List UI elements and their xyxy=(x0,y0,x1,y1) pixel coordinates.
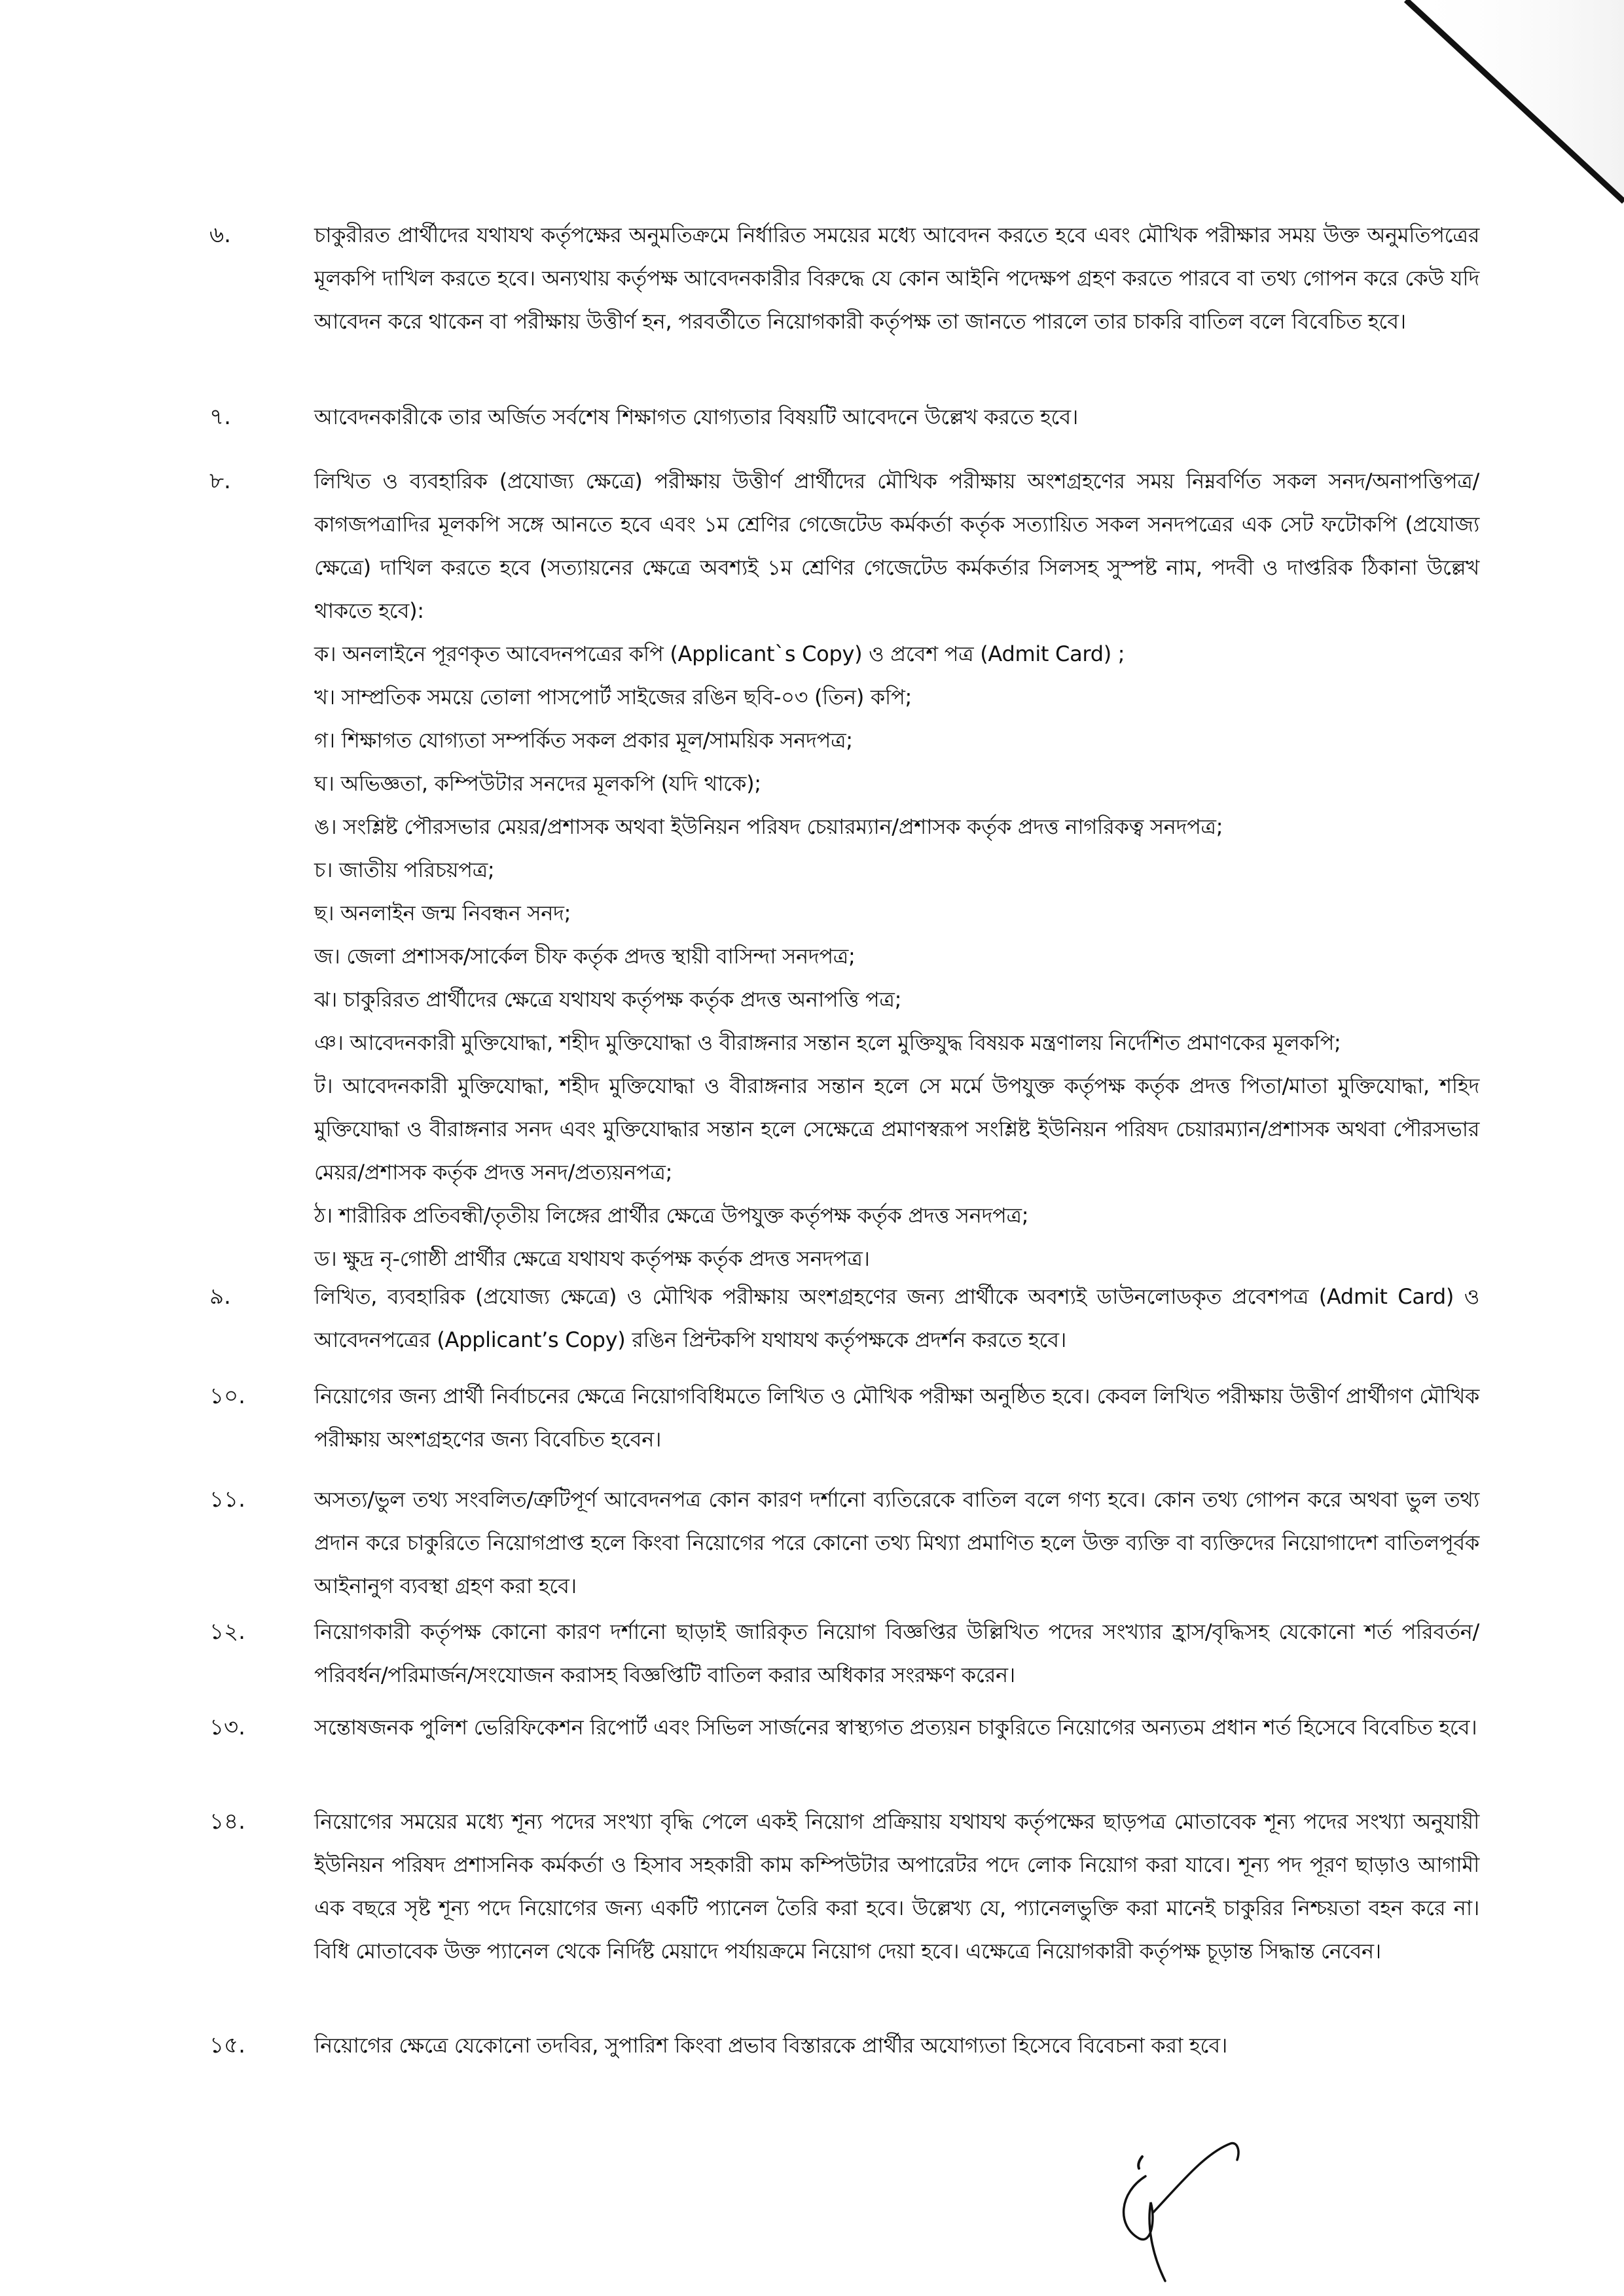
folded-corner-shadow xyxy=(1342,0,1624,209)
sub-item: ঞ। আবেদনকারী মুক্তিযোদ্ধা, শহীদ মুক্তিযোদ্ধা ও বীরাঙ্গনার সন্তান হলে মুক্তিযুদ্ধ বিষয়ক মন্ত্রণালয় নির্দেশিত প্রমাণকের মূলকপি; xyxy=(314,1030,1341,1055)
clause-number: ৯. xyxy=(209,1283,231,1310)
clause-text: লিখিত, ব্যবহারিক (প্রযোজ্য ক্ষেত্রে) ও মৌখিক পরীক্ষায় অংশগ্রহণের জন্য প্রার্থীকে অবশ্যই ডাউনলোডকৃত প্রবেশপত্র (Admit Card) ও আবেদনপত্রের (Applicant’s Copy) রঙিন প্রিন্টকপি যথাযথ কর্তৃপক্ষকে প্রদর্শন করতে হবে। xyxy=(314,1284,1479,1352)
clause-14 xyxy=(209,1800,1479,1973)
clause-11 xyxy=(209,1478,1479,1607)
clause-text: নিয়োগের ক্ষেত্রে যেকোনো তদবির, সুপারিশ কিংবা প্রভাব বিস্তারকে প্রার্থীর অযোগ্যতা হিসেবে বিবেচনা করা হবে। xyxy=(314,2033,1227,2058)
sub-item: ড। ক্ষুদ্র নৃ-গোষ্ঠী প্রার্থীর ক্ষেত্রে যথাযথ কর্তৃপক্ষ কর্তৃক প্রদত্ত সনদপত্র। xyxy=(314,1246,870,1271)
sub-item: ঠ। শারীরিক প্রতিবন্ধী/তৃতীয় লিঙ্গের প্রার্থীর ক্ষেত্রে উপযুক্ত কর্তৃপক্ষ কর্তৃক প্রদত্ত সনদপত্র; xyxy=(314,1203,1029,1228)
sub-item: ছ। অনলাইন জন্ম নিবন্ধন সনদ; xyxy=(314,901,571,925)
clause-number: ৮. xyxy=(209,468,231,494)
clause-text: সন্তোষজনক পুলিশ ভেরিফিকেশন রিপোর্ট এবং সিভিল সার্জনের স্বাস্থ্যগত প্রত্যয়ন চাকুরিতে নিয়োগের অন্যতম প্রধান শর্ত হিসেবে বিবেচিত হবে। xyxy=(314,1715,1477,1740)
clause-number: ৭. xyxy=(209,404,231,430)
clause-number: ৬. xyxy=(209,222,231,248)
clause-number: ১০. xyxy=(209,1383,245,1409)
sub-item: চ। জাতীয় পরিচয়পত্র; xyxy=(314,857,495,882)
clause-13 xyxy=(209,1706,1479,1749)
clause-9 xyxy=(209,1275,1479,1361)
clause-text: অসত্য/ভুল তথ্য সংবলিত/ত্রুটিপূর্ণ আবেদনপত্র কোন কারণ দর্শানো ব্যতিরেকে বাতিল বলে গণ্য হবে। কোন তথ্য গোপন করে অথবা ভুল তথ্য প্রদান করে চাকুরিতে নিয়োগপ্রাপ্ত হলে কিংবা নিয়োগের পরে কোনো তথ্য মিথ্যা প্রমাণিত হলে উক্ত ব্যক্তি বা ব্যক্তিদের নিয়োগাদেশ বাতিলপূর্বক আইনানুগ ব্যবস্থা গ্রহণ করা হবে। xyxy=(314,1487,1479,1598)
sub-item: ক। অনলাইনে পূরণকৃত আবেদনপত্রের কপি (Applicant`s Copy) ও প্রবেশ পত্র (Admit Card) ; xyxy=(314,641,1125,666)
clause-text: নিয়োগের সময়ের মধ্যে শূন্য পদের সংখ্যা বৃদ্ধি পেলে একই নিয়োগ প্রক্রিয়ায় যথাযথ কর্তৃপক্ষের ছাড়পত্র মোতাবেক শূন্য পদের সংখ্যা অনুযায়ী ইউনিয়ন পরিষদ প্রশাসনিক কর্মকর্তা ও হিসাব সহকারী কাম কম্পিউটার অপারেটর পদে লোক নিয়োগ করা যাবে। শূন্য পদ পূরণ ছাড়াও আগামী এক বছরে সৃষ্ট শূন্য পদে নিয়োগের জন্য একটি প্যানেল তৈরি করা হবে। উল্লেখ্য যে, প্যানেলভুক্তি করা মানেই চাকুরির নিশ্চয়তা বহন করে না। বিধি মোতাবেক উক্ত প্যানেল থেকে নির্দিষ্ট মেয়াদে পর্যায়ক্রমে নিয়োগ দেয়া হবে। এক্ষেত্রে নিয়োগকারী কর্তৃপক্ষ চূড়ান্ত সিদ্ধান্ত নেবেন। xyxy=(314,1809,1479,1964)
clause-6 xyxy=(209,213,1479,343)
handwritten-signature xyxy=(1106,2140,1263,2284)
sub-item: জ। জেলা প্রশাসক/সার্কেল চীফ কর্তৃক প্রদত্ত স্থায়ী বাসিন্দা সনদপত্র; xyxy=(314,944,856,969)
sub-item: খ। সাম্প্রতিক সময়ে তোলা পাসপোর্ট সাইজের রঙিন ছবি-০৩ (তিন) কপি; xyxy=(314,685,912,709)
clause-7 xyxy=(209,395,1479,439)
clause-number: ১১. xyxy=(209,1486,245,1513)
clause-text: চাকুরীরত প্রার্থীদের যথাযথ কর্তৃপক্ষের অনুমতিক্রমে নির্ধারিত সময়ের মধ্যে আবেদন করতে হবে এবং মৌখিক পরীক্ষার সময় উক্ত অনুমতিপত্রের মূলকপি দাখিল করতে হবে। অন্যথায় কর্তৃপক্ষ আবেদনকারীর বিরুদ্ধে যে কোন আইনি পদেক্ষপ গ্রহণ করতে পারবে বা তথ্য গোপন করে কেউ যদি আবেদন করে থাকেন বা পরীক্ষায় উত্তীর্ণ হন, পরবর্তীতে নিয়োগকারী কর্তৃপক্ষ তা জানতে পারলে তার চাকরি বাতিল বলে বিবেচিত হবে। xyxy=(314,223,1479,334)
clause-text: নিয়োগকারী কর্তৃপক্ষ কোনো কারণ দর্শানো ছাড়াই জারিকৃত নিয়োগ বিজ্ঞপ্তির উল্লিখিত পদের সংখ্যার হ্রাস/বৃদ্ধিসহ যেকোনো শর্ত পরিবর্তন/পরিবর্ধন/পরিমার্জন/সংযোজন করাসহ বিজ্ঞপ্তিটি বাতিল করার অধিকার সংরক্ষণ করেন। xyxy=(314,1619,1479,1687)
sub-item: গ। শিক্ষাগত যোগ্যতা সম্পর্কিত সকল প্রকার মূল/সাময়িক সনদপত্র; xyxy=(314,728,853,753)
clause-10 xyxy=(209,1374,1479,1461)
sub-item: ঘ। অভিজ্ঞতা, কম্পিউটার সনদের মূলকপি (যদি থাকে); xyxy=(314,771,761,796)
clause-8 xyxy=(209,459,1479,1280)
sub-item: ট। আবেদনকারী মুক্তিযোদ্ধা, শহীদ মুক্তিযোদ্ধা ও বীরাঙ্গনার সন্তান হলে সে মর্মে উপযুক্ত কর্তৃপক্ষ কর্তৃক প্রদত্ত পিতা/মাতা মুক্তিযোদ্ধা, শহিদ মুক্তিযোদ্ধা ও বীরাঙ্গনার সনদ এবং মুক্তিযোদ্ধার সন্তান হলে সেক্ষেত্রে প্রমাণস্বরূপ সংশ্লিষ্ট ইউনিয়ন পরিষদ চেয়ারম্যান/প্রশাসক অথবা পৌরসভার মেয়র/প্রশাসক কর্তৃক প্রদত্ত সনদ/প্রত্যয়নপত্র; xyxy=(314,1073,1479,1185)
sub-item: ঙ। সংশ্লিষ্ট পৌরসভার মেয়র/প্রশাসক অথবা ইউনিয়ন পরিষদ চেয়ারম্যান/প্রশাসক কর্তৃক প্রদত্ত নাগরিকত্ব সনদপত্র; xyxy=(314,814,1223,839)
clause-number: ১২. xyxy=(209,1619,245,1645)
clause-number: ১৩. xyxy=(209,1714,245,1740)
clause-number: ১৫. xyxy=(209,2032,245,2058)
clause-text: নিয়োগের জন্য প্রার্থী নির্বাচনের ক্ষেত্রে নিয়োগবিধিমতে লিখিত ও মৌখিক পরীক্ষা অনুষ্ঠিত হবে। কেবল লিখিত পরীক্ষায় উত্তীর্ণ প্রার্থীগণ মৌখিক পরীক্ষায় অংশগ্রহণের জন্য বিবেচিত হবেন। xyxy=(314,1384,1479,1452)
clause-number: ১৪. xyxy=(209,1808,245,1835)
clause-12 xyxy=(209,1610,1479,1696)
clause-text: লিখিত ও ব্যবহারিক (প্রযোজ্য ক্ষেত্রে) পরীক্ষায় উত্তীর্ণ প্রার্থীদের মৌখিক পরীক্ষায় অংশগ্রহণের সময় নিম্নবর্ণিত সকল সনদ/অনাপত্তিপত্র/কাগজপত্রাদির মূলকপি সঙ্গে আনতে হবে এবং ১ম শ্রেণির গেজেটেড কর্মকর্তা কর্তৃক সত্যায়িত সকল সনদপত্রের এক সেট ফটোকপি (প্রযোজ্য ক্ষেত্রে) দাখিল করতে হবে (সত্যায়নের ক্ষেত্রে অবশ্যই ১ম শ্রেণির গেজেটেড কর্মকর্তার সিলসহ সুস্পষ্ট নাম, পদবী ও দাপ্তরিক ঠিকানা উল্লেখ থাকতে হবে): xyxy=(314,469,1479,623)
clause-15 xyxy=(209,2024,1479,2067)
clause-text: আবেদনকারীকে তার অর্জিত সর্বশেষ শিক্ষাগত যোগ্যতার বিষয়টি আবেদনে উল্লেখ করতে হবে। xyxy=(314,404,1079,429)
sub-item: ঝ। চাকুরিরত প্রার্থীদের ক্ষেত্রে যথাযথ কর্তৃপক্ষ কর্তৃক প্রদত্ত অনাপত্তি পত্র; xyxy=(314,987,902,1012)
